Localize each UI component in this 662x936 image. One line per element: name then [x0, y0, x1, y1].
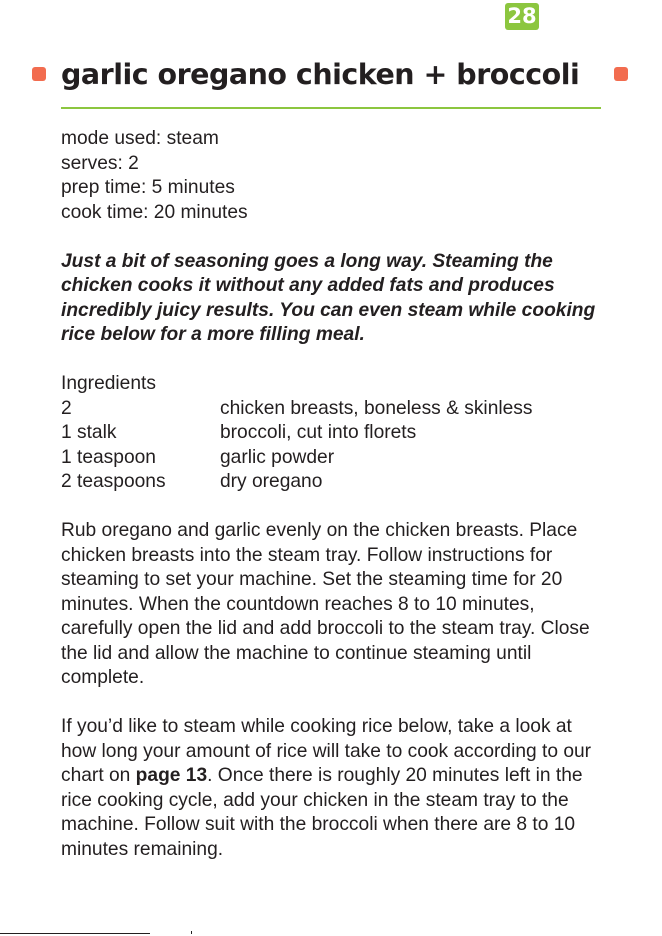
prep-time: prep time: 5 minutes: [61, 177, 235, 198]
ingredient-row: [61, 470, 606, 495]
ingredient-quantity: 2 teaspoons: [61, 471, 166, 492]
footer-rule: [0, 933, 150, 934]
cook-time: cook time: 20 minutes: [61, 201, 248, 223]
recipe-meta: [61, 127, 606, 225]
ingredient-row: [61, 446, 606, 471]
left-bullet-icon: [32, 67, 46, 81]
ingredients-heading: Ingredients: [61, 373, 156, 394]
rice-tip-text: If you’d like to steam while cooking rice below, take a look at how long your amount of rice will take to cook according to our chart on: [61, 716, 592, 786]
ingredient-quantity: 1 stalk: [61, 422, 117, 443]
rice-tip-text-continued: . Once there is roughly 20 minutes left in the rice cooking cycle, add your chicken in the steam tray to the machine. Follow suit with the broccoli when there are 8 to 10 minutes remaining.: [61, 765, 583, 860]
title-row: [0, 52, 662, 98]
rice-tip-paragraph: [61, 715, 606, 862]
right-bullet-icon: [614, 67, 628, 81]
recipe-intro: Just a bit of seasoning goes a long way. Steaming the chicken cooks it without any added fats and produces incredibly juicy results. You can even steam while cooking rice below for a more filling meal.: [61, 250, 596, 345]
footer-tick: [191, 931, 192, 934]
page-number-badge: 28: [505, 3, 539, 30]
ingredient-item: dry oregano: [220, 471, 323, 492]
ingredient-quantity: 1 teaspoon: [61, 446, 156, 468]
ingredient-quantity: 2: [61, 397, 72, 419]
ingredients-list: [61, 372, 606, 495]
title-divider: [61, 107, 601, 109]
ingredient-item: broccoli, cut into florets: [220, 422, 417, 443]
mode-used: mode used: steam: [61, 128, 219, 149]
page-reference: page 13: [135, 765, 208, 786]
instructions-paragraph: Rub oregano and garlic evenly on the chicken breasts. Place chicken breasts into the steam tray. Follow instructions for steaming to set your machine. Set the steaming time for 20 minutes. When the countdown reaches 8 to 10 minutes, carefully open the lid and add broccoli to the steam tray. Close the lid and allow the machine to continue steaming until complete.: [61, 520, 590, 688]
ingredient-item: garlic powder: [220, 446, 335, 468]
ingredient-item: chicken breasts, boneless & skinless: [220, 397, 533, 419]
servings: serves: 2: [61, 152, 139, 174]
recipe-title: garlic oregano chicken + broccoli: [61, 58, 580, 91]
ingredient-row: [61, 421, 606, 446]
recipe-body: [61, 127, 606, 862]
ingredient-row: [61, 397, 606, 422]
